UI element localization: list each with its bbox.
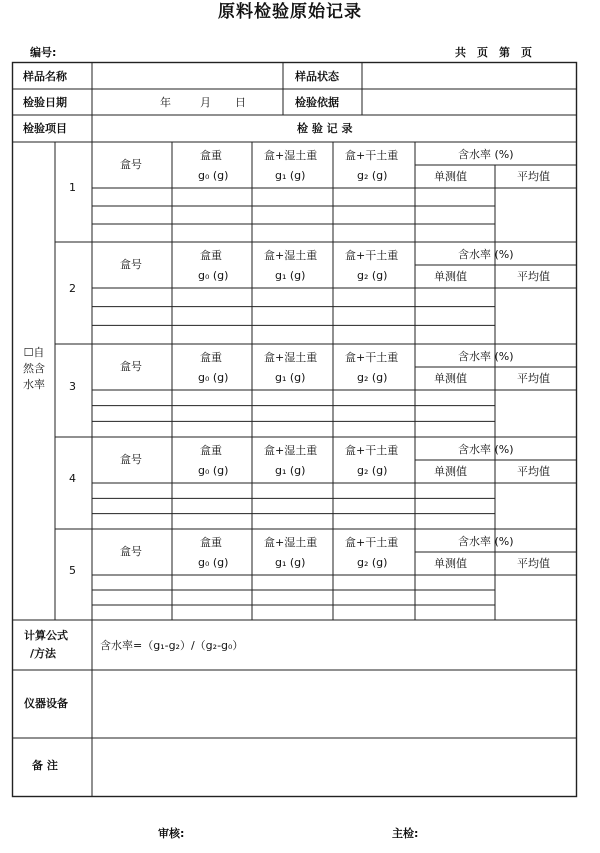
remarks-label: 备 注 bbox=[32, 759, 58, 772]
average-value-header: 平均值 bbox=[517, 270, 550, 283]
single-value-header: 单测值 bbox=[434, 170, 467, 183]
natural-moisture-label bbox=[14, 345, 54, 393]
box-dry-soil-header: 盒+干土重 bbox=[345, 444, 399, 457]
equipment-label: 仪器设备 bbox=[24, 697, 68, 710]
box-dry-soil-header: 盒+干土重 bbox=[345, 149, 399, 162]
date-year: 年 bbox=[160, 96, 171, 109]
reviewer-label: 审核: bbox=[158, 827, 185, 840]
test-basis-label: 检验依据 bbox=[295, 96, 339, 109]
test-date-label: 检验日期 bbox=[23, 96, 67, 109]
box-weight-header: 盒重 bbox=[200, 249, 222, 262]
formula-label-line2: /方法 bbox=[30, 647, 57, 660]
box-dry-soil-unit: g₂ (g) bbox=[357, 464, 388, 477]
box-dry-soil-unit: g₂ (g) bbox=[357, 371, 388, 384]
box-dry-soil-unit: g₂ (g) bbox=[357, 556, 388, 569]
box-weight-header: 盒重 bbox=[200, 351, 222, 364]
group-number: 5 bbox=[69, 563, 76, 577]
box-weight-unit: g₀ (g) bbox=[198, 269, 229, 282]
box-dry-soil-header: 盒+干土重 bbox=[345, 249, 399, 262]
formula-text: 含水率=（g₁-g₂）/（g₂-g₀） bbox=[100, 639, 244, 652]
natural-moisture-label-line1: ☐自 bbox=[23, 346, 45, 359]
box-weight-unit: g₀ (g) bbox=[198, 371, 229, 384]
box-number-header: 盒号 bbox=[120, 360, 142, 373]
box-dry-soil-unit: g₂ (g) bbox=[357, 169, 388, 182]
sample-name-label: 样品名称 bbox=[23, 70, 67, 83]
group-number: 3 bbox=[69, 379, 76, 393]
single-value-header: 单测值 bbox=[434, 465, 467, 478]
box-weight-header: 盒重 bbox=[200, 149, 222, 162]
inspector-label: 主检: bbox=[392, 827, 419, 840]
moisture-rate-header: 含水率 (%) bbox=[458, 148, 514, 161]
box-number-header: 盒号 bbox=[120, 545, 142, 558]
box-weight-unit: g₀ (g) bbox=[198, 464, 229, 477]
sample-state-label: 样品状态 bbox=[295, 70, 339, 83]
date-day: 日 bbox=[235, 96, 246, 109]
single-value-header: 单测值 bbox=[434, 372, 467, 385]
average-value-header: 平均值 bbox=[517, 170, 550, 183]
page-info: 共 页 第 页 bbox=[455, 46, 532, 59]
box-dry-soil-header: 盒+干土重 bbox=[345, 536, 399, 549]
average-value-header: 平均值 bbox=[517, 372, 550, 385]
box-weight-header: 盒重 bbox=[200, 444, 222, 457]
box-wet-soil-unit: g₁ (g) bbox=[275, 269, 306, 282]
box-wet-soil-header: 盒+湿土重 bbox=[264, 536, 318, 549]
average-value-header: 平均值 bbox=[517, 465, 550, 478]
test-item-label: 检验项目 bbox=[23, 122, 67, 135]
box-weight-unit: g₀ (g) bbox=[198, 169, 229, 182]
box-wet-soil-unit: g₁ (g) bbox=[275, 464, 306, 477]
box-weight-unit: g₀ (g) bbox=[198, 556, 229, 569]
box-dry-soil-unit: g₂ (g) bbox=[357, 269, 388, 282]
moisture-rate-header: 含水率 (%) bbox=[458, 248, 514, 261]
box-number-header: 盒号 bbox=[120, 158, 142, 171]
average-value-header: 平均值 bbox=[517, 557, 550, 570]
date-month: 月 bbox=[200, 96, 211, 109]
moisture-rate-header: 含水率 (%) bbox=[458, 443, 514, 456]
box-wet-soil-header: 盒+湿土重 bbox=[264, 249, 318, 262]
group-number: 1 bbox=[69, 181, 76, 194]
single-value-header: 单测值 bbox=[434, 270, 467, 283]
moisture-rate-header: 含水率 (%) bbox=[458, 350, 514, 363]
moisture-rate-header: 含水率 (%) bbox=[458, 535, 514, 548]
box-wet-soil-unit: g₁ (g) bbox=[275, 169, 306, 182]
natural-moisture-label-line2: 然含 bbox=[23, 362, 45, 375]
box-wet-soil-header: 盒+湿土重 bbox=[264, 351, 318, 364]
box-wet-soil-header: 盒+湿土重 bbox=[264, 444, 318, 457]
box-dry-soil-header: 盒+干土重 bbox=[345, 351, 399, 364]
serial-number-label: 编号: bbox=[30, 46, 57, 59]
group-number: 4 bbox=[69, 472, 76, 485]
box-wet-soil-unit: g₁ (g) bbox=[275, 371, 306, 384]
test-record-label: 检 验 记 录 bbox=[297, 122, 353, 135]
natural-moisture-label-line3: 水率 bbox=[23, 378, 45, 391]
group-number: 2 bbox=[69, 282, 76, 295]
single-value-header: 单测值 bbox=[434, 557, 467, 570]
box-wet-soil-header: 盒+湿土重 bbox=[264, 149, 318, 162]
box-wet-soil-unit: g₁ (g) bbox=[275, 556, 306, 569]
box-weight-header: 盒重 bbox=[200, 536, 222, 549]
formula-label-line1: 计算公式 bbox=[24, 629, 68, 642]
page-title: 原料检验原始记录 bbox=[218, 2, 362, 22]
box-number-header: 盒号 bbox=[120, 258, 142, 271]
box-number-header: 盒号 bbox=[120, 453, 142, 466]
